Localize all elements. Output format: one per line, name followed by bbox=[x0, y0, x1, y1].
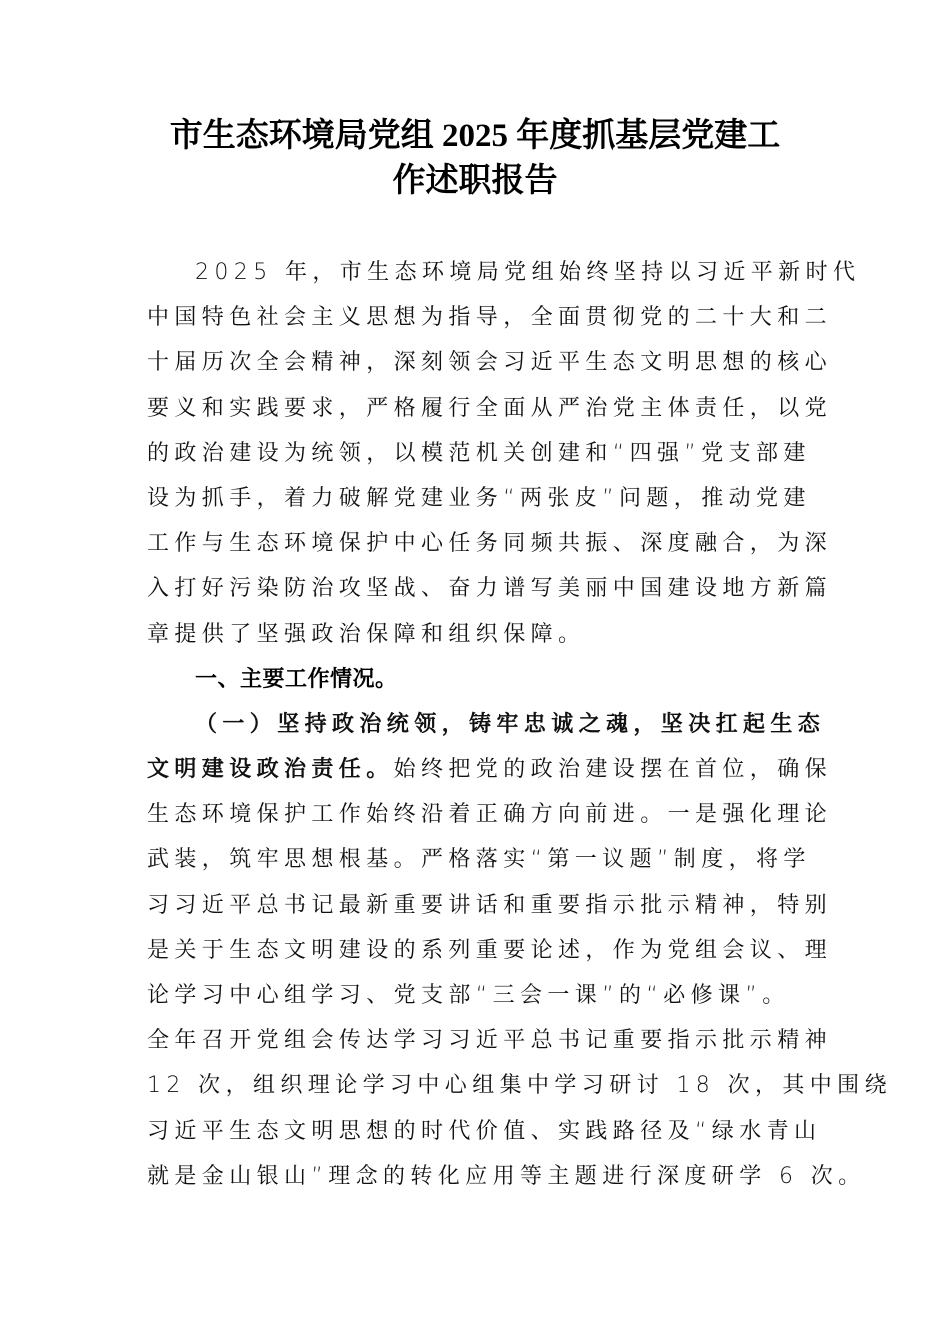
paragraph-line: 2025 年，市生态环境局党组始终坚持以习近平新时代 bbox=[195, 260, 861, 285]
paragraph-line: 生态环境保护工作始终沿着正确方向前进。一是强化理论 bbox=[147, 802, 833, 828]
paragraph-line: 论学习中心组学习、党支部“三会一课”的“必修课”。 bbox=[147, 983, 790, 1008]
title-line-1: 市生态环境局党组 2025 年度抓基层党建工 bbox=[169, 118, 781, 154]
paragraph-line: 就是金山银山”理念的转化应用等主题进行深度研学 6 次。 bbox=[147, 1163, 866, 1189]
paragraph-line: 中国特色社会主义思想为指导，全面贯彻党的二十大和二 bbox=[147, 305, 833, 331]
paragraph-line: 全年召开党组会传达学习习近平总书记重要指示批示精神 bbox=[147, 1028, 833, 1054]
intro-paragraph bbox=[147, 250, 861, 657]
paragraph-line: 入打好污染防治攻坚战、奋力谱写美丽中国建设地方新篇 bbox=[147, 576, 833, 602]
paragraph-line: 设为抓手，着力破解党建业务“两张皮”问题，推动党建 bbox=[147, 485, 811, 511]
paragraph-line: 习近平生态文明思想的时代价值、实践路径及“绿水青山 bbox=[147, 1118, 822, 1144]
subsection-1 bbox=[147, 702, 892, 1199]
paragraph-line: 章提供了坚强政治保障和组织保障。 bbox=[147, 621, 586, 647]
paragraph-line: 武装，筑牢思想根基。严格落实“第一议题”制度，将学 bbox=[147, 847, 811, 873]
paragraph-line: 要义和实践要求，严格履行全面从严治党主体责任，以党 bbox=[147, 395, 833, 421]
title-line-2: 作述职报告 bbox=[392, 163, 558, 199]
paragraph-line: 的政治建设为统领，以模范机关创建和“四强”党支部建 bbox=[147, 440, 811, 466]
section-heading: 一、主要工作情况。 bbox=[195, 666, 398, 692]
paragraph-line: 工作与生态环境保护中心任务同频共振、深度融合，为深 bbox=[147, 531, 833, 557]
paragraph-line bbox=[147, 747, 833, 792]
subsection-heading: （一）坚持政治统领，铸牢忠诚之魂，坚决扛起生态 bbox=[195, 710, 826, 737]
paragraph-line: 是关于生态文明建设的系列重要论述，作为党组会议、理 bbox=[147, 937, 833, 963]
paragraph-line: 十届历次全会精神，深刻领会习近平生态文明思想的核心 bbox=[147, 350, 833, 376]
document-title bbox=[140, 114, 810, 204]
subsection-heading-continued: 文明建设政治责任。 bbox=[147, 756, 394, 783]
document-body bbox=[147, 250, 892, 1199]
paragraph-text: 始终把党的政治建设摆在首位，确保 bbox=[393, 757, 833, 783]
paragraph-line: 习习近平总书记最新重要讲话和重要指示批示精神，特别 bbox=[147, 892, 833, 918]
paragraph-line: 12 次，组织理论学习中心组集中学习研讨 18 次，其中围绕 bbox=[147, 1073, 892, 1099]
